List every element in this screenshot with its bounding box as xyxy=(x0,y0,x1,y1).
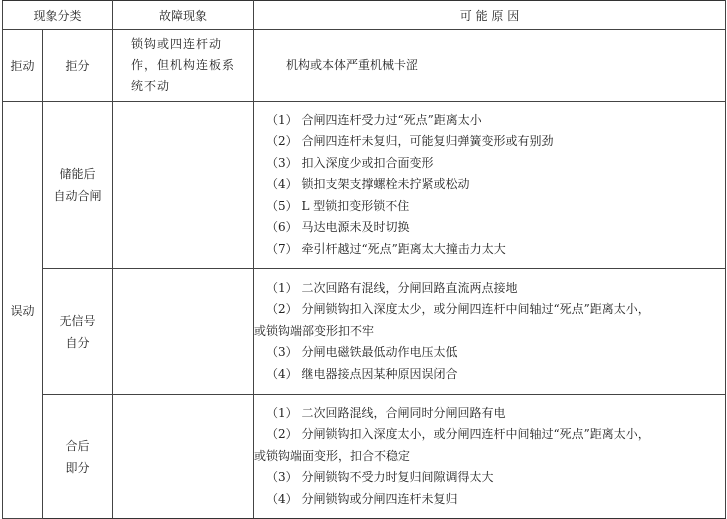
cause-cell: 机构或本体严重机械卡涩 xyxy=(254,30,726,102)
fault-table xyxy=(2,0,726,519)
table-header-row xyxy=(3,1,726,30)
table-row xyxy=(3,102,726,269)
symptom-cell xyxy=(113,395,254,519)
symptom-cell xyxy=(113,269,254,395)
subcategory-cell: 储能后 自动合闸 xyxy=(43,102,113,269)
symptom-cell xyxy=(113,102,254,269)
category-cell: 拒动 xyxy=(3,30,43,102)
subcategory-cell: 拒分 xyxy=(43,30,113,102)
cause-cell: （1） 二次回路混线，合闸同时分闸回路有电 （2） 分闸锁钩扣入深度太小，或分闸四连杆中间轴过“死点”距离太小， 或锁钩端面变形，扣合不稳定 （3） 分闸锁钩不受力时复归间隙调得太大 （4） 分闸锁钩或分闸四连杆未复归 xyxy=(254,395,726,519)
header-category: 现象分类 xyxy=(3,1,113,30)
symptom-cell: 锁钩或四连杆动 作，但机构连板系 统不动 xyxy=(113,30,254,102)
subcategory-cell: 合后 即分 xyxy=(43,395,113,519)
header-symptom: 故障现象 xyxy=(113,1,254,30)
table-row xyxy=(3,395,726,519)
cause-cell: （1） 合闸四连杆受力过“死点”距离太小 （2） 合闸四连杆未复归，可能复归弹簧变形或有别劲 （3） 扣入深度少或扣合面变形 （4） 锁扣支架支撑螺栓未拧紧或松动 （5） L 型锁扣变形锁不住 （6） 马达电源未及时切换 （7） 牵引杆越过“死点”距离太大撞击力太大 xyxy=(254,102,726,269)
cause-cell: （1） 二次回路有混线，分闸回路直流两点接地 （2） 分闸锁钩扣入深度太少，或分闸四连杆中间轴过“死点”距离太小， 或锁钩端部变形扣不牢 （3） 分闸电磁铁最低动作电压太低 （4） 继电器接点因某种原因误闭合 xyxy=(254,269,726,395)
table-row xyxy=(3,30,726,102)
category-cell: 误动 xyxy=(3,102,43,519)
table-row xyxy=(3,269,726,395)
header-cause: 可 能 原 因 xyxy=(254,1,726,30)
subcategory-cell: 无信号 自分 xyxy=(43,269,113,395)
